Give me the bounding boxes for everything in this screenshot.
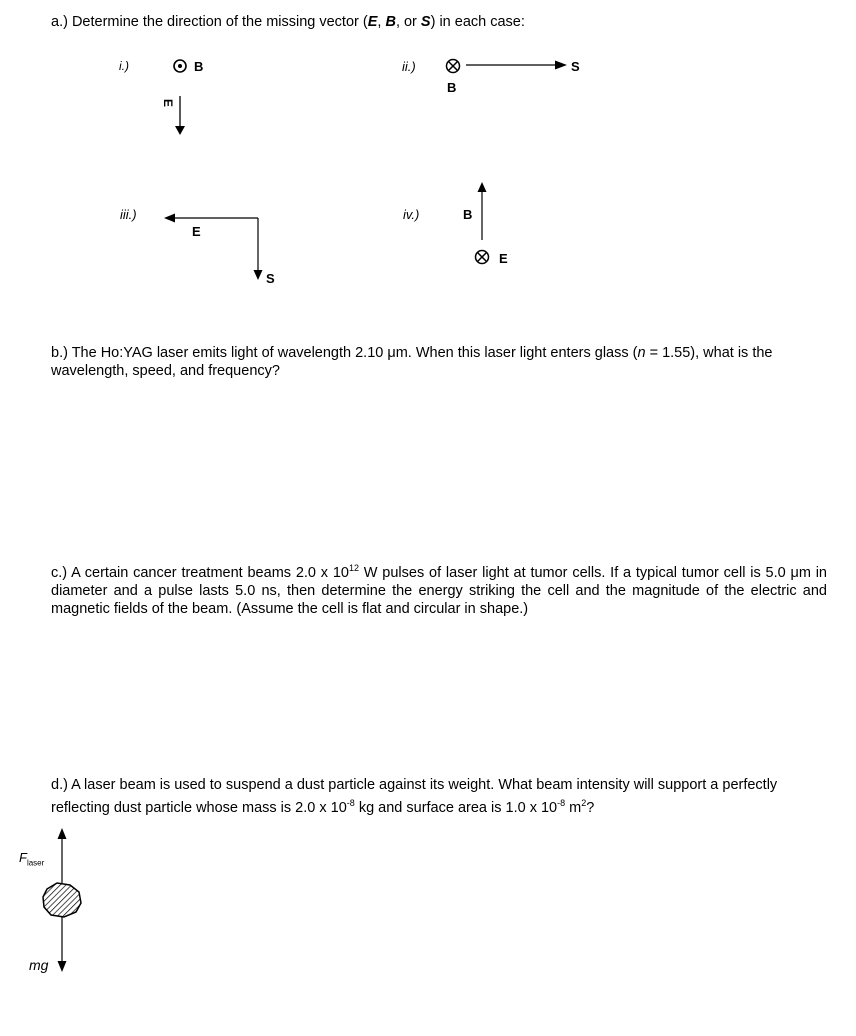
case-ii-b-label: B <box>447 80 457 95</box>
case-iv-b-label: B <box>463 207 473 222</box>
weight-label: mg <box>29 957 49 973</box>
case-iv-label: iv.) <box>403 207 420 222</box>
case-i-b-label: B <box>194 59 204 74</box>
case-i-diagram <box>174 60 186 135</box>
force-diagram <box>43 828 81 972</box>
case-i-label: i.) <box>119 59 129 73</box>
case-ii-diagram <box>447 60 568 73</box>
case-ii-s-label: S <box>571 59 580 74</box>
case-ii-label: ii.) <box>402 59 416 74</box>
part-b-question: b.) The Ho:YAG laser emits light of wavelength 2.10 μm. When this laser light enters glass (n = 1.55), what is the wavelength, speed, and frequency? <box>51 345 773 379</box>
case-iii-diagram <box>164 214 263 281</box>
case-i-e-label: E <box>161 98 176 108</box>
dust-particle <box>43 883 81 917</box>
part-d-question: d.) A laser beam is used to suspend a dust particle against its weight. What beam intensity will support a perfectly reflecting dust particle whose mass is 2.0 x $10^{-8}$ kg and surface area is 1.0 x $10^{-8}$ $m^2$? <box>51 777 778 816</box>
case-iv-diagram <box>476 182 489 264</box>
laser-force-label: $F_{laser}$ <box>19 850 45 868</box>
case-iii-e-label: E <box>192 224 201 239</box>
case-iii-s-label: S <box>266 271 275 286</box>
part-a-question: a.) Determine the direction of the missing vector (E, B, or S) in each case: <box>51 14 525 30</box>
part-c-question: c.) A certain cancer treatment beams 2.0 x $10^{12}$ W pulses of laser light at tumor cells. If a typical tumor cell is 5.0 μm in diameter and a pulse lasts 5.0 ns, then determine the energy striking the cell and the magnitude of the electric and magnetic fields of the beam. (Assume the cell is flat and circular in shape.) <box>51 563 827 617</box>
case-iii-label: iii.) <box>120 207 137 222</box>
case-iv-e-label: E <box>499 251 508 266</box>
